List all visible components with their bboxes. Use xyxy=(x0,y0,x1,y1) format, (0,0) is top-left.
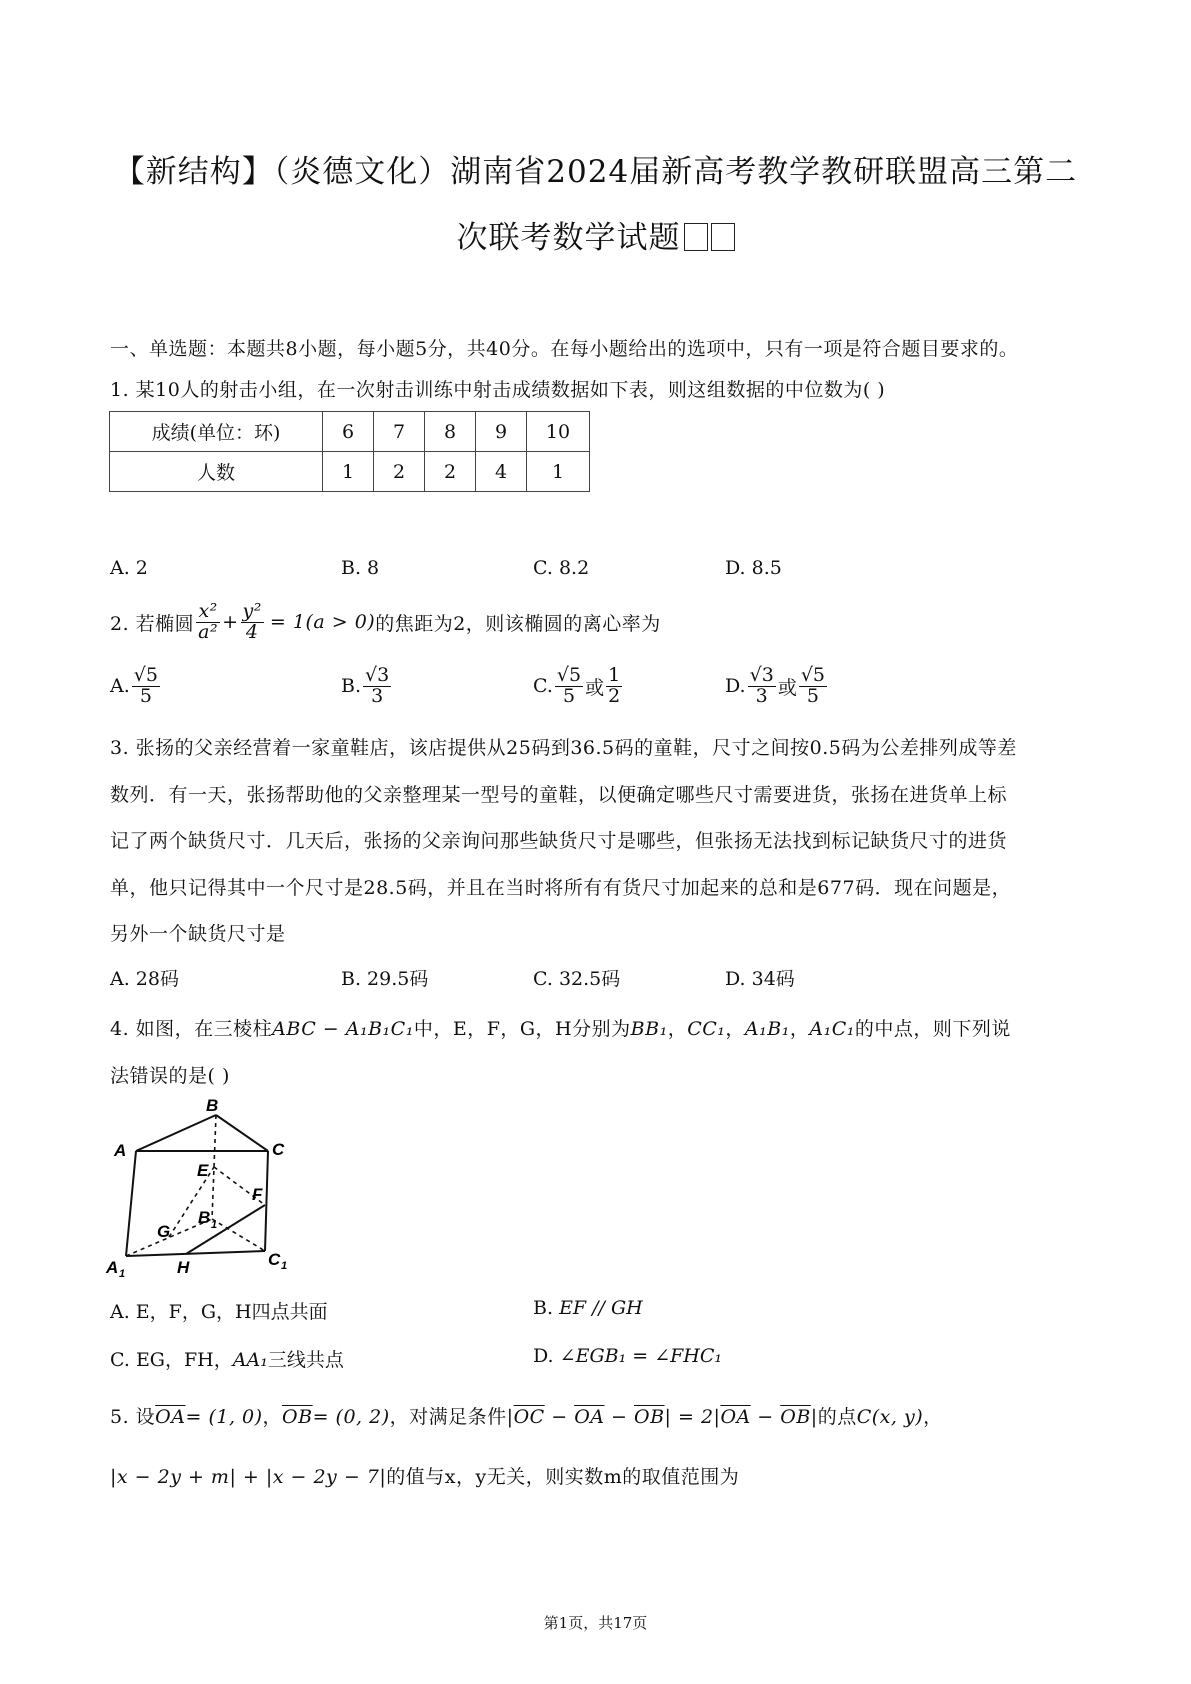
table-cell: 1 xyxy=(323,452,374,492)
numerator: y² xyxy=(242,600,262,622)
label-b1: B xyxy=(198,1208,211,1227)
q3-line-4: 单，他只记得其中一个尺寸是28.5码，并且在当时将所有有货尺寸加起来的总和是677码．现在问题是， xyxy=(110,877,1012,899)
denominator: 5 xyxy=(562,684,576,707)
table-cell: 2 xyxy=(425,452,476,492)
text: C. EG，FH， xyxy=(110,1349,233,1371)
label-b: B xyxy=(206,1096,219,1115)
table-header-cell: 人数 xyxy=(110,452,323,492)
math-bb1: BB₁ xyxy=(630,1018,668,1040)
vector-ob: $\overline{OB}$ xyxy=(780,1406,811,1428)
fraction xyxy=(132,666,160,707)
math: |x − 2y + m| + |x − 2y − 7| xyxy=(110,1466,387,1488)
plus-sign: + xyxy=(222,611,239,634)
q5-line-1 xyxy=(110,1402,943,1429)
q2-option-b[interactable] xyxy=(341,666,393,707)
numerator: √5 xyxy=(800,664,826,686)
math: EF // GH xyxy=(559,1297,643,1319)
text: 的中点，则下列说 xyxy=(854,1018,1011,1040)
text: 三线共点 xyxy=(267,1349,344,1371)
separator: ， xyxy=(725,1018,745,1040)
separator: ， xyxy=(262,1406,283,1428)
minus: − xyxy=(750,1406,781,1428)
edge-b1c1-hidden xyxy=(212,1219,265,1251)
denominator: a² xyxy=(198,620,219,643)
q1-option-a[interactable]: A. 2 xyxy=(110,557,148,579)
equation-rhs: = 1(a > 0) xyxy=(269,611,376,634)
table-cell: 7 xyxy=(374,412,425,452)
separator: ， xyxy=(923,1406,943,1428)
minus: − xyxy=(604,1406,634,1428)
option-label: D. xyxy=(533,1345,554,1367)
q3-line-3: 记了两个缺货尺寸．几天后，张扬的父亲询问那些缺货尺寸是哪些，但张扬无法找到标记缺货尺寸的进货 xyxy=(110,830,1008,852)
text: 的点 xyxy=(817,1406,857,1428)
q4-line-2: 法错误的是( ) xyxy=(110,1065,230,1087)
numerator: √3 xyxy=(365,664,390,686)
text: 的值与x，y无关，则实数m的取值范围为 xyxy=(386,1466,740,1488)
label-g: G xyxy=(157,1222,171,1241)
label-c1-subscript: 1 xyxy=(281,1260,288,1272)
edge-aa1 xyxy=(126,1151,136,1256)
option-label: C. xyxy=(533,675,553,698)
q3-line-5: 另外一个缺货尺寸是 xyxy=(110,923,286,945)
q3-line-2: 数列．有一天，张扬帮助他的父亲整理某一型号的童鞋，以便确定哪些尺寸需要进货，张扬在进货单上标 xyxy=(110,784,1008,806)
title-line-1: 【新结构】（炎德文化）湖南省2024届新高考教学教研联盟高三第二 xyxy=(113,154,1078,190)
math-prism: ABC − A₁B₁C₁ xyxy=(272,1018,414,1040)
q3-option-a[interactable]: A. 28码 xyxy=(110,968,179,990)
math: | = 2| xyxy=(664,1406,721,1428)
fraction xyxy=(606,666,622,707)
edge-cc1 xyxy=(265,1151,268,1251)
title-line-2 xyxy=(0,212,1191,257)
table-cell: 1 xyxy=(527,452,590,492)
q2-prefix: 2. 若椭圆 xyxy=(110,612,195,635)
abs-bar: | xyxy=(810,1406,818,1428)
denominator: 3 xyxy=(755,684,768,707)
q3-line-1: 3. 张扬的父亲经营着一家童鞋店，该店提供从25码到36.5码的童鞋，尺寸之间按0.5码为公差排列成等差 xyxy=(110,737,1017,759)
vector-oa: $\overline{OA}$ xyxy=(155,1406,186,1428)
numerator: √5 xyxy=(556,664,582,686)
page-footer: 第1页，共17页 xyxy=(543,1614,648,1632)
option-label: A. xyxy=(110,675,130,698)
title-text: 次联考数学试题 xyxy=(456,220,681,256)
text: ，对满足条件 xyxy=(389,1406,507,1428)
fraction xyxy=(799,666,827,707)
fraction xyxy=(363,666,391,707)
fraction xyxy=(748,666,776,707)
numerator: 1 xyxy=(608,664,621,686)
math-point: C(x, y) xyxy=(856,1406,924,1428)
q3-option-d[interactable]: D. 34码 xyxy=(725,968,795,990)
table-header-cell: 成绩(单位：环) xyxy=(110,412,323,452)
abs-bar: | xyxy=(506,1406,514,1428)
option-label: D. xyxy=(725,675,746,698)
label-e: E xyxy=(197,1161,209,1180)
option-label: B. xyxy=(533,1297,554,1319)
table-row xyxy=(110,452,590,492)
denominator: 4 xyxy=(245,620,259,643)
table-cell: 8 xyxy=(425,412,476,452)
vector-oc: $\overline{OC}$ xyxy=(513,1406,545,1428)
label-a: A xyxy=(114,1141,127,1160)
table-cell: 4 xyxy=(476,452,527,492)
label-a1-subscript: 1 xyxy=(119,1268,126,1280)
option-label: B. xyxy=(341,675,362,698)
q2-option-d[interactable] xyxy=(725,666,829,707)
q4-option-d[interactable] xyxy=(533,1345,722,1367)
table-cell: 10 xyxy=(527,412,590,452)
math: AA₁ xyxy=(232,1349,268,1371)
fraction xyxy=(555,666,583,707)
numerator: √5 xyxy=(133,664,158,686)
q4-option-c[interactable] xyxy=(110,1345,344,1372)
text: 中，E，F，G，H分别为 xyxy=(413,1018,631,1040)
text: 5. 设 xyxy=(110,1406,156,1428)
q1-stem: 1. 某10人的射击小组，在一次射击训练中射击成绩数据如下表，则这组数据的中位数为( ) xyxy=(110,379,886,401)
label-a1: A xyxy=(106,1258,119,1277)
fraction-y2-4 xyxy=(241,602,264,643)
math: = (1, 0) xyxy=(185,1406,263,1428)
vector-ob: $\overline{OB}$ xyxy=(282,1406,313,1428)
math: = (0, 2) xyxy=(312,1406,390,1428)
table-cell: 2 xyxy=(374,452,425,492)
edge-bc xyxy=(216,1115,268,1151)
prism-figure xyxy=(100,1095,300,1280)
text: 4. 如图，在三棱柱 xyxy=(110,1018,273,1040)
or-text: 或 xyxy=(585,676,605,699)
fraction-x2-a2 xyxy=(196,602,220,643)
q1-option-c[interactable]: C. 8.2 xyxy=(533,557,590,579)
math-a1b1: A₁B₁ xyxy=(744,1018,790,1040)
label-c: C xyxy=(272,1140,285,1159)
missing-glyph-icon xyxy=(684,223,708,251)
vector-oa: $\overline{OA}$ xyxy=(720,1406,751,1428)
edge-a1c1 xyxy=(126,1251,265,1256)
q1-option-d[interactable]: D. 8.5 xyxy=(725,557,782,579)
math-cc1: CC₁ xyxy=(687,1018,726,1040)
q1-option-b[interactable]: B. 8 xyxy=(341,557,380,579)
denominator: 2 xyxy=(608,684,621,707)
separator: ， xyxy=(667,1018,688,1040)
table-row xyxy=(110,412,590,452)
or-text: 或 xyxy=(777,676,797,699)
q5-line-2 xyxy=(110,1462,739,1489)
missing-glyph-icon xyxy=(711,223,735,251)
label-b1-subscript: 1 xyxy=(211,1219,218,1231)
vector-oa: $\overline{OA}$ xyxy=(574,1406,605,1428)
q2-stem xyxy=(110,602,661,643)
vector-ob: $\overline{OB}$ xyxy=(634,1406,665,1428)
denominator: 3 xyxy=(371,684,384,707)
denominator: 5 xyxy=(806,684,819,707)
label-f: F xyxy=(252,1185,263,1204)
q4-option-b[interactable] xyxy=(533,1297,643,1319)
denominator: 5 xyxy=(139,684,152,707)
numerator: x² xyxy=(198,600,218,622)
math: ∠EGB₁ = ∠FHC₁ xyxy=(559,1345,723,1367)
label-h: H xyxy=(177,1258,190,1277)
section-heading: 一、单选题：本题共8小题，每小题5分，共40分。在每小题给出的选项中，只有一项是符合题目要求的。 xyxy=(110,338,1019,360)
score-table xyxy=(109,411,590,492)
table-cell: 6 xyxy=(323,412,374,452)
minus: − xyxy=(544,1406,575,1428)
math-a1c1: A₁C₁ xyxy=(809,1018,855,1040)
separator: ， xyxy=(789,1018,810,1040)
q2-suffix: 的焦距为2，则该椭圆的离心率为 xyxy=(375,612,661,635)
edge-ab xyxy=(136,1115,216,1151)
q4-option-a[interactable]: A. E，F，G，H四点共面 xyxy=(110,1301,328,1323)
q3-option-c[interactable]: C. 32.5码 xyxy=(533,968,621,990)
q3-option-b[interactable]: B. 29.5码 xyxy=(341,968,429,990)
numerator: √3 xyxy=(749,664,774,686)
q4-line-1 xyxy=(110,1014,1011,1041)
q2-option-c[interactable] xyxy=(533,666,624,707)
label-c1: C xyxy=(268,1250,281,1269)
table-cell: 9 xyxy=(476,412,527,452)
q2-option-a[interactable] xyxy=(110,666,162,707)
